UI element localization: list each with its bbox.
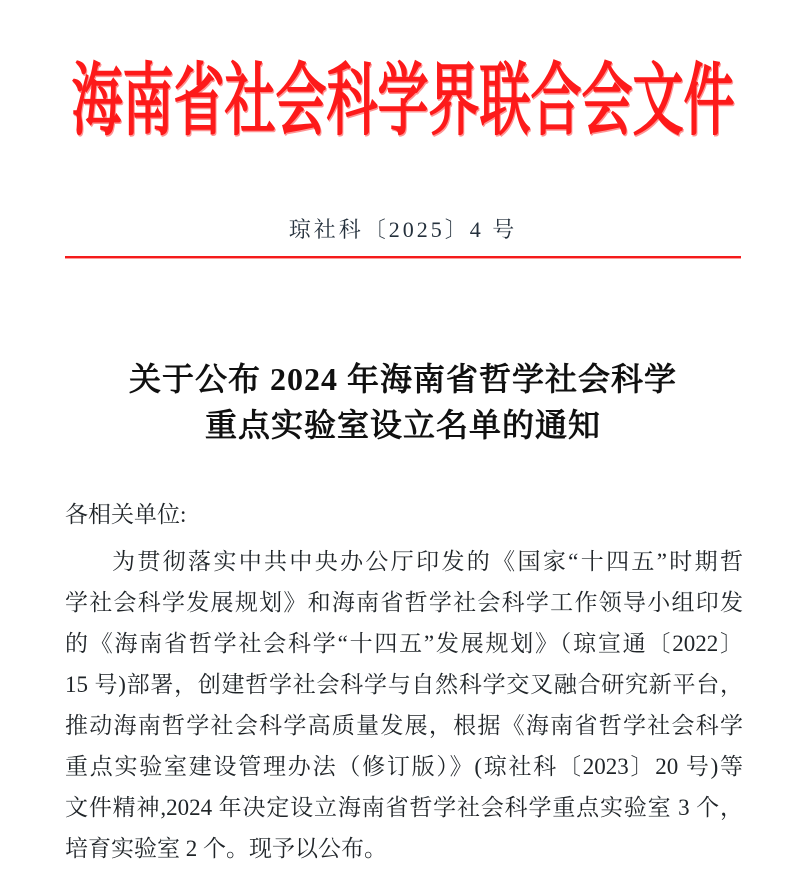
- paragraph-line: 文件精神,2024 年决定设立海南省哲学社会科学重点实验室 3 个，: [65, 795, 743, 820]
- notice-title: [0, 356, 806, 448]
- paragraph-line: 推动海南哲学社会科学高质量发展，根据《海南省哲学社会科学: [65, 713, 743, 738]
- letterhead: [0, 36, 806, 147]
- notice-title-line1: 关于公布 2024 年海南省哲学社会科学: [128, 361, 677, 397]
- document-number: 琼社科〔2025〕4 号: [288, 217, 518, 242]
- paragraph-line: 重点实验室建设管理办法（修订版）》(琼社科〔2023〕20 号)等: [65, 754, 743, 779]
- salutation: 各相关单位:: [65, 502, 187, 527]
- paragraph-line: 的《海南省哲学社会科学“十四五”发展规划》（琼宣通〔2022〕: [65, 631, 743, 656]
- letterhead-title: 海南省社会科学界联合会文件: [71, 59, 735, 147]
- paragraph-line: 15 号)部署，创建哲学社会科学与自然科学交叉融合研究新平台，: [65, 672, 743, 697]
- red-divider-rule: [65, 256, 741, 259]
- paragraph-line: 为贯彻落实中共中央办公厅印发的《国家“十四五”时期哲: [112, 549, 743, 574]
- paragraph-line: 学社会科学发展规划》和海南省哲学社会科学工作领导小组印发: [65, 590, 743, 615]
- document-body: [65, 494, 743, 869]
- paragraph-line: 培育实验室 2 个。现予以公布。: [65, 836, 387, 861]
- notice-title-line2: 重点实验室设立名单的通知: [204, 407, 601, 443]
